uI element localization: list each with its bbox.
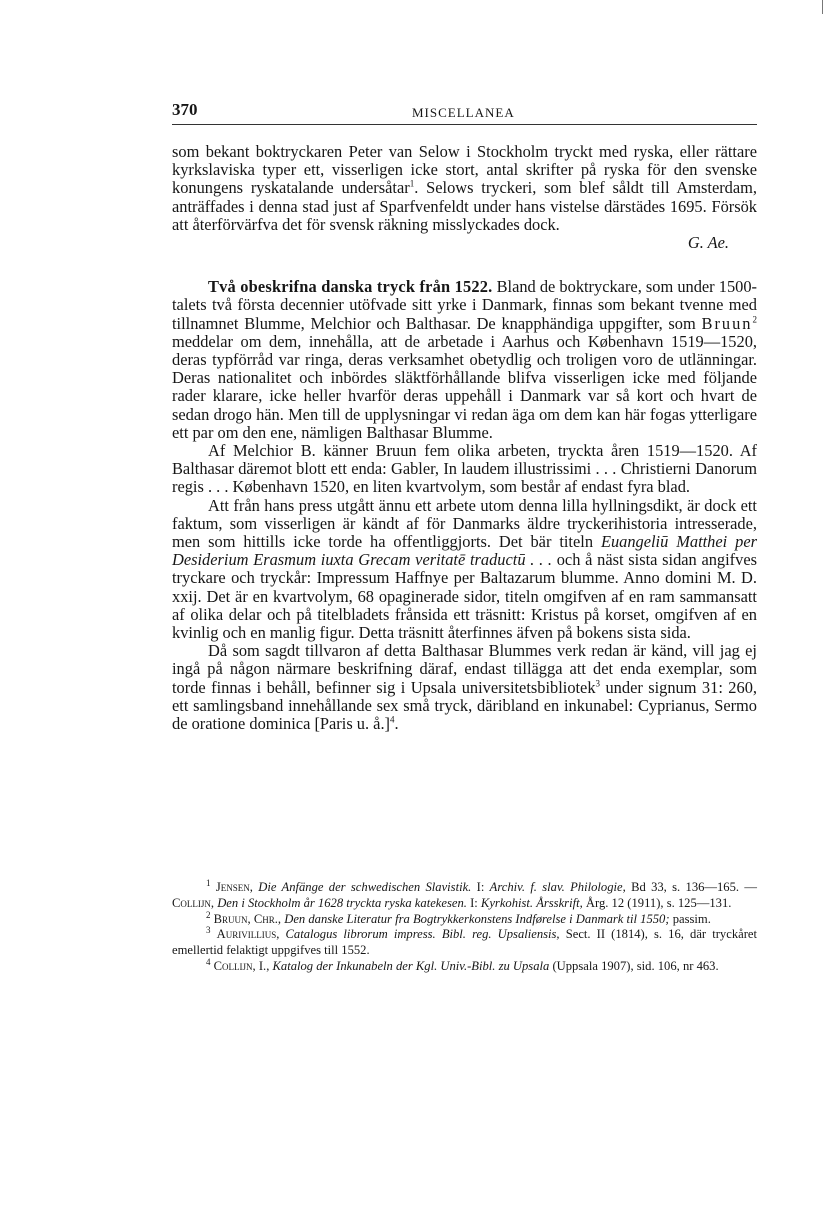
paragraph	[172, 442, 757, 497]
page-number: 370	[172, 100, 198, 119]
footnote-title: Katalog der Inkunabeln der Kgl. Univ.-Bibl. zu Upsala	[272, 958, 550, 973]
footnote-author: Collijn,	[172, 895, 215, 910]
footnote-ref: 1	[409, 178, 415, 189]
page-header	[172, 100, 757, 122]
paragraph	[172, 278, 757, 442]
paragraph-text: Att från hans press utgått ännu ett arbete utom denna lilla hyllningsdikt, är dock ett faktum, som visserligen är kändt af för Danmarks äldre tryckerihistoria intresserade, men som hittills icke torde ha offentliggjorts. Det bär titeln	[172, 495, 757, 552]
paragraph-text: .	[394, 714, 399, 734]
body-text	[172, 143, 757, 733]
footnote-text: passim.	[672, 911, 711, 926]
running-title: MISCELLANEA	[412, 105, 515, 120]
footnote-ref: 4	[390, 714, 395, 725]
paragraph	[172, 497, 757, 643]
footnote-ref: 3	[595, 678, 601, 689]
paragraph-text: Bland de boktryckare, som under 1500-talets två första decennier utöfvade sitt yrke i Danmark, finnas som bekant tvenne med tillnamnet Blumme, Melchior och Balthasar. De knapphändiga uppgifter, som	[172, 277, 757, 333]
footnote	[172, 956, 757, 975]
paragraph-text: Af Melchior B. känner Bruun fem olika arbeten, tryckta åren 1519—1520. Af Balthasar däremot blott ett enda: Gabler, In laudem illustrissimi . . . Christierni Danorum regis . . . København 1520, en liten kvartvolym, som består af endast fyra blad.	[172, 441, 757, 497]
footnote	[172, 927, 757, 959]
footnote-text: Sect. II (1814), s. 16, där tryckåret emellertid felaktigt uppgifves till 1552.	[172, 927, 757, 958]
footnote-number: 1	[206, 877, 211, 888]
section-heading: Två obeskrifna danska tryck från 1522.	[208, 277, 493, 297]
author-name: Bruun	[701, 313, 753, 333]
paragraph-text: under signum 31: 260, ett samlingsband innehållande sex små tryck, däribland en inkunabel: Cyprianus, Sermo de oratione dominica [Paris u. å.]	[172, 677, 757, 734]
footnote-text: (Uppsala 1907), sid. 106, nr 463.	[552, 958, 719, 973]
footnote-number: 4	[206, 956, 211, 967]
footnote-title: Catalogus librorum impress. Bibl. reg. Upsaliensis,	[285, 927, 560, 942]
footnote-author: Aurivillius,	[216, 927, 280, 942]
header-rule	[172, 124, 757, 125]
footnote	[172, 877, 757, 912]
footnote-journal: Kyrkohist. Årsskrift,	[480, 895, 583, 910]
footnote-text: Bd 33, s. 136—165. —	[631, 880, 757, 894]
footnote-author: Jensen,	[215, 880, 253, 894]
author-signature: G. Ae.	[687, 233, 729, 253]
paragraph-text: . Selows tryckeri, som blef såldt till Amsterdam, anträffades i denna stad just af Sparfvenfeldt under hans vistelse därstädes 1695. Försök att återförvärfva det för svensk räkning misslyckades dock.	[172, 178, 757, 234]
footnote-author: Bruun, Chr.,	[213, 911, 282, 926]
paragraph-continued	[172, 143, 757, 234]
footnote-text: Årg. 12 (1911), s. 125—131.	[585, 895, 732, 910]
footnote-title: Den danske Literatur fra Bogtrykkerkonstens Indførelse i Danmark til 1550;	[284, 911, 670, 926]
footnote-text: I:	[470, 895, 478, 910]
footnotes	[172, 877, 757, 975]
paragraph-text: meddelar om dem, innehålla, att de arbetade i Aarhus och København 1519—1520, deras typförråd var ringa, deras verksamhet obetydlig och troligen voro de utlänningar. Deras nationalitet och inbördes släktförhållande blifva visserligen icke med följande rader klarare, icke heller hvarför deras uppehåll i Danmark var så kort och hvart de sedan drogo hän. Men till de upplysningar vi redan äga om dem kan här fogas ytterligare ett par om den ene, nämligen Balthasar Blumme.	[172, 331, 757, 442]
paragraph-text: Då som sagdt tillvaron af detta Balthasar Blummes verk redan är känd, vill jag ej ingå på någon närmare beskrifning däraf, endast tillägga att det enda exemplar, som torde finnas i behåll, befinner sig i Upsala universitetsbibliotek	[172, 641, 757, 697]
footnote-text: I:	[476, 880, 485, 894]
footnote-number: 3	[206, 925, 211, 936]
section-gap	[172, 252, 757, 278]
paragraph-text: och å näst sista sidan angifves tryckare och tryckår: Impressum Haffnye per Baltazarum blumme. Anno domini M. D. xxij. Det är en kvartvolym, 68 opaginerade sidor, titeln omgifven af en ram sammansatt af olika delar och på titelbladets frånsida ett träsnitt: Kristus på korset, omgifven af en kvinlig och en manlig figur. Detta träsnitt återfinnes äfven på bokens sista sida.	[172, 550, 757, 643]
footnote-number: 2	[206, 909, 211, 920]
footnote-title: Den i Stockholm år 1628 tryckta ryska katekesen.	[217, 895, 467, 910]
scan-edge-mark	[822, 0, 823, 14]
footnote-ref: 2	[752, 314, 757, 325]
footnote	[172, 909, 757, 928]
footnote-title: Die Anfänge der schwedischen Slavistik.	[258, 880, 472, 894]
paragraph-text: som bekant boktryckaren Peter van Selow i Stockholm tryckt med ryska, eller rättare kyrkslaviska typer ett, visserligen icke stort, antal skrifter på ryska för den svenske konungens ryskatalande undersåtar	[172, 142, 757, 198]
footnote-author: Collijn, I.,	[213, 958, 270, 973]
paragraph	[172, 642, 757, 733]
book-title: Euangeliū Matthei per Desiderium Erasmum iuxta Grecam veritatē traductū . . .	[172, 532, 757, 570]
footnote-journal: Archiv. f. slav. Philologie,	[489, 880, 626, 894]
